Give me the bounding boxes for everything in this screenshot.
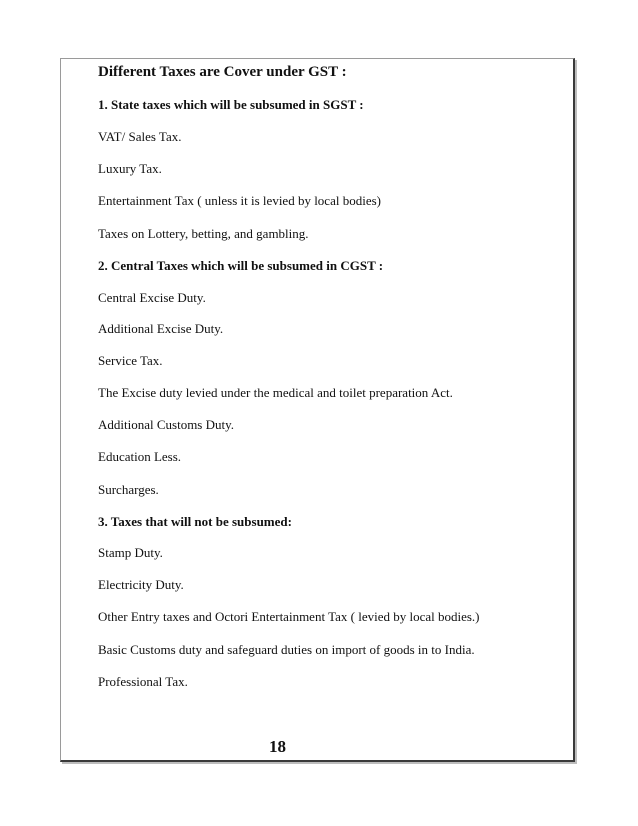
list-item-entry-octroi-tax: Other Entry taxes and Octori Entertainment Tax ( levied by local bodies.): [98, 609, 480, 624]
list-item-service-tax: Service Tax.: [98, 353, 163, 368]
page-number: 18: [269, 737, 286, 756]
list-item-central-excise: Central Excise Duty.: [98, 290, 206, 305]
list-item-vat: VAT/ Sales Tax.: [98, 129, 182, 144]
list-item-surcharges: Surcharges.: [98, 482, 159, 497]
list-item-luxury-tax: Luxury Tax.: [98, 161, 162, 176]
list-item-medical-toilet-excise: The Excise duty levied under the medical and toilet preparation Act.: [98, 385, 453, 400]
section-heading-not-subsumed: 3. Taxes that will not be subsumed:: [98, 514, 292, 529]
list-item-professional-tax: Professional Tax.: [98, 674, 188, 689]
list-item-additional-excise: Additional Excise Duty.: [98, 321, 224, 336]
list-item-additional-customs: Additional Customs Duty.: [98, 417, 235, 432]
document-title: Different Taxes are Cover under GST :: [98, 64, 347, 80]
section-heading-cgst: 2. Central Taxes which will be subsumed in CGST :: [98, 258, 384, 273]
list-item-lottery-tax: Taxes on Lottery, betting, and gambling.: [98, 226, 309, 241]
list-item-basic-customs: Basic Customs duty and safeguard duties on import of goods in to India.: [98, 642, 475, 657]
list-item-electricity-duty: Electricity Duty.: [98, 577, 184, 592]
list-item-stamp-duty: Stamp Duty.: [98, 545, 163, 560]
list-item-entertainment-tax: Entertainment Tax ( unless it is levied by local bodies): [98, 193, 381, 208]
section-heading-sgst: 1. State taxes which will be subsumed in SGST :: [98, 97, 364, 112]
list-item-education-less: Education Less.: [98, 449, 182, 464]
